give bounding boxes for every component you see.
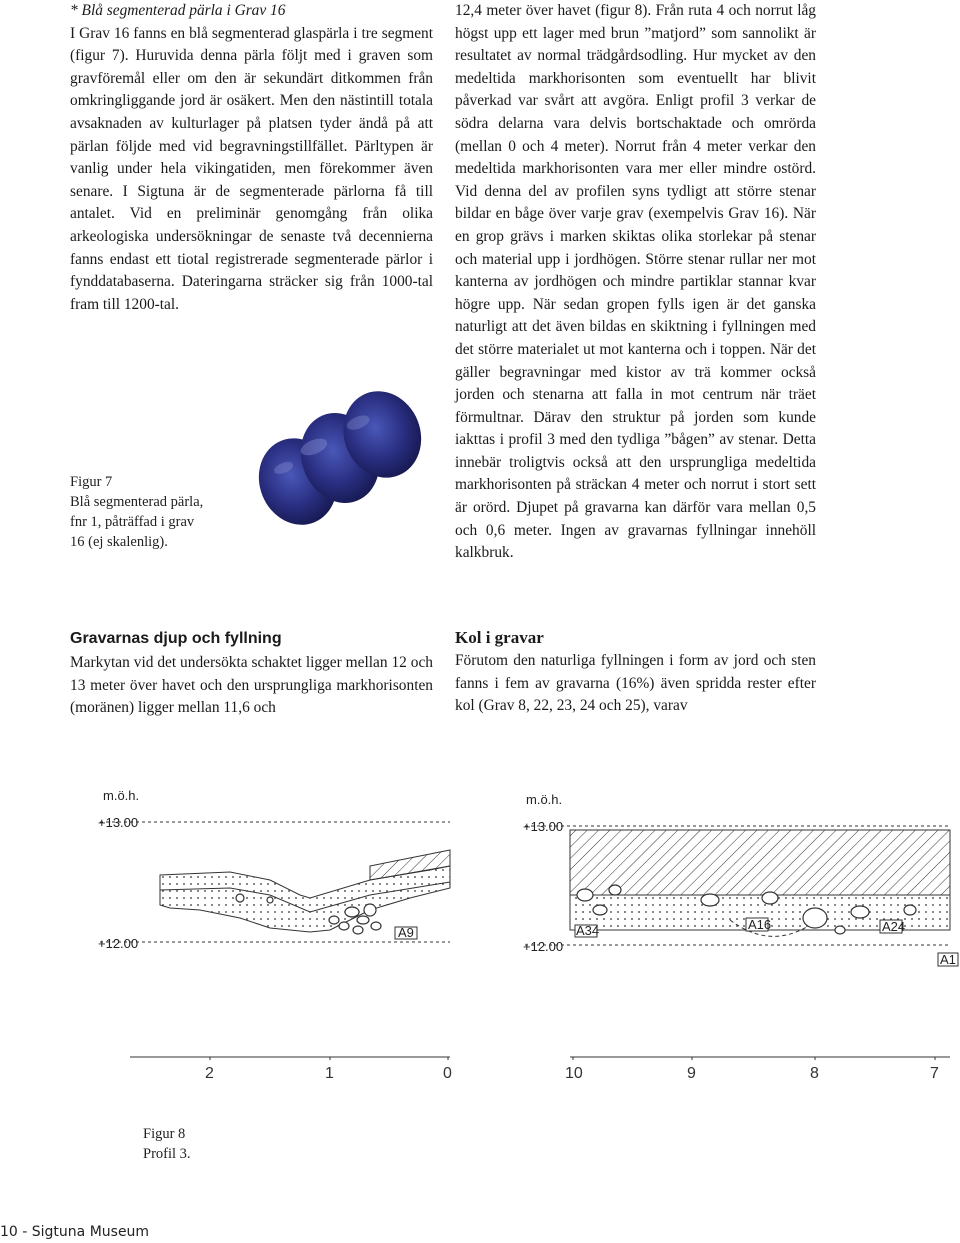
blue-bead-image bbox=[250, 388, 430, 528]
figure7-caption-line4: 16 (ej skalenlig). bbox=[70, 534, 168, 550]
left-column bbox=[70, 0, 433, 316]
figure7-caption-line2: Blå segmenterad pärla, bbox=[70, 494, 204, 510]
left-level-low: +12.00 bbox=[98, 936, 139, 951]
figure7-caption-line3: fnr 1, påträffad i grav bbox=[70, 514, 195, 530]
right-scale-9: 9 bbox=[687, 1065, 696, 1082]
right-scale-8: 8 bbox=[810, 1065, 819, 1082]
profile-right-panel bbox=[523, 792, 958, 1082]
gravarnas-paragraph: Markytan vid det undersökta schaktet ligger mellan 12 och 13 meter över havet och den ursprungliga markhorisonten (moränen) ligger mellan 11,6 och bbox=[70, 654, 433, 717]
figure7-caption-line1: Figur 7 bbox=[70, 474, 113, 490]
page-footer: 10 - Sigtuna Museum bbox=[0, 1224, 150, 1240]
right-scale-10: 10 bbox=[565, 1065, 583, 1082]
profile-left-panel bbox=[98, 788, 452, 1082]
figure8-caption-line2: Profil 3. bbox=[143, 1146, 191, 1162]
section-title-bead: * Blå segmenterad pärla i Grav 16 bbox=[70, 2, 286, 19]
left-grave-label: A9 bbox=[398, 925, 414, 940]
left-level-top: +13.00 bbox=[98, 815, 139, 830]
kol-paragraph: Förutom den naturliga fyllningen i form av jord och sten fanns i fem av gravarna (16%) även spridda rester efter kol (Grav 8, 22, 23, 24 och 25), varav bbox=[455, 652, 816, 715]
right-grave-label-a1: A1 bbox=[940, 952, 956, 967]
figure8-caption-line1: Figur 8 bbox=[143, 1126, 186, 1142]
kol-text-block bbox=[455, 650, 816, 718]
heading-kol: Kol i gravar bbox=[455, 628, 544, 647]
figure7-caption bbox=[70, 472, 240, 552]
bead-paragraph: I Grav 16 fanns en blå segmenterad glaspärla i tre segment (figur 7). Huruvida denna pärla följt med i graven som gravföremål eller om den är sekundärt ditkommen från omkringliggande jord är osäkert. Men den nästintill totala avsaknaden av kulturlager på platsen tyder ändå på att pärlan följde med vid begravningstillfället. Pärltypen är vanlig under hela vikingatiden, men förekommer även senare. I Sigtuna är de segmenterade pärlorna få till antalet. Vid en preliminär genomgång från olika arkeologiska undersökningar de senaste två decennierna fanns endast ett tiotal registrerade segmenterade pärlor i fynddatabaserna. Dateringarna sträcker sig från 1000-tal fram till 1200-tal. bbox=[70, 24, 433, 313]
left-unit-label: m.ö.h. bbox=[103, 788, 140, 803]
depth-paragraph: 12,4 meter över havet (figur 8). Från ruta 4 och norrut låg högst upp ett lager med brun ”matjord” som sannolikt är resultatet av normal trädgårdsodling. Hur mycket av den medeltida markhorisonten som eventuellt har blivit påverkad var svårt att avgöra. Enligt profil 3 verkar de södra delarna vara delvis bortschaktade och omrörda (mellan 0 och 4 meter). Norrut från 4 meter verkar den medeltida markhorisonten vara mer eller mindre ostörd. Vid denna del av profilen syns tydligt att större stenar bildar en båge över varje grav (exempelvis Grav 16). När en grop grävs i marken skiktas olika storlekar på stenar och material upp i jordhögen. Större stenar rullar ner mot kanterna av jordhögen och mindre partiklar stannar kvar högre upp. När sedan gropen fylls igen är det ganska naturligt att det även bildas en skiktning i fyllningen med det större materialet ut mot kanterna och i toppen. När det gäller begravningar med kistor av trä kommer också jorden och stenarna att falla in mot centrum när träet förmultnar. Därav den struktur på jorden som kunde iakttas i profil 3 med den tydliga ”bågen” av stenar. Detta innebär troligtvis också att den ursprungliga medeltida markhorisonten på sträckan 4 meter och norrut i stort sett är orörd. Djupet på gravarna kan därför vara mellan 0,5 och 0,6 meter. Ingen av gravarnas fyllningar innehöll kalkbruk. bbox=[455, 2, 816, 562]
right-grave-label-a34: A34 bbox=[576, 923, 600, 938]
gravarnas-text-block bbox=[70, 652, 433, 720]
right-grave-label-a24: A24 bbox=[882, 919, 906, 934]
heading-gravarnas: Gravarnas djup och fyllning bbox=[70, 630, 282, 647]
right-column bbox=[455, 0, 816, 565]
profile-drawing bbox=[70, 770, 960, 1090]
right-level-low: +12.00 bbox=[523, 939, 564, 954]
left-scale-2: 2 bbox=[205, 1065, 214, 1082]
right-scale-7: 7 bbox=[930, 1065, 939, 1082]
right-grave-label-a16: A16 bbox=[748, 917, 772, 932]
left-scale-1: 1 bbox=[325, 1065, 334, 1082]
left-scale-0: 0 bbox=[443, 1065, 452, 1082]
figure8-caption bbox=[143, 1124, 191, 1164]
right-unit-label: m.ö.h. bbox=[526, 792, 563, 807]
right-level-top: +13.00 bbox=[523, 819, 564, 834]
